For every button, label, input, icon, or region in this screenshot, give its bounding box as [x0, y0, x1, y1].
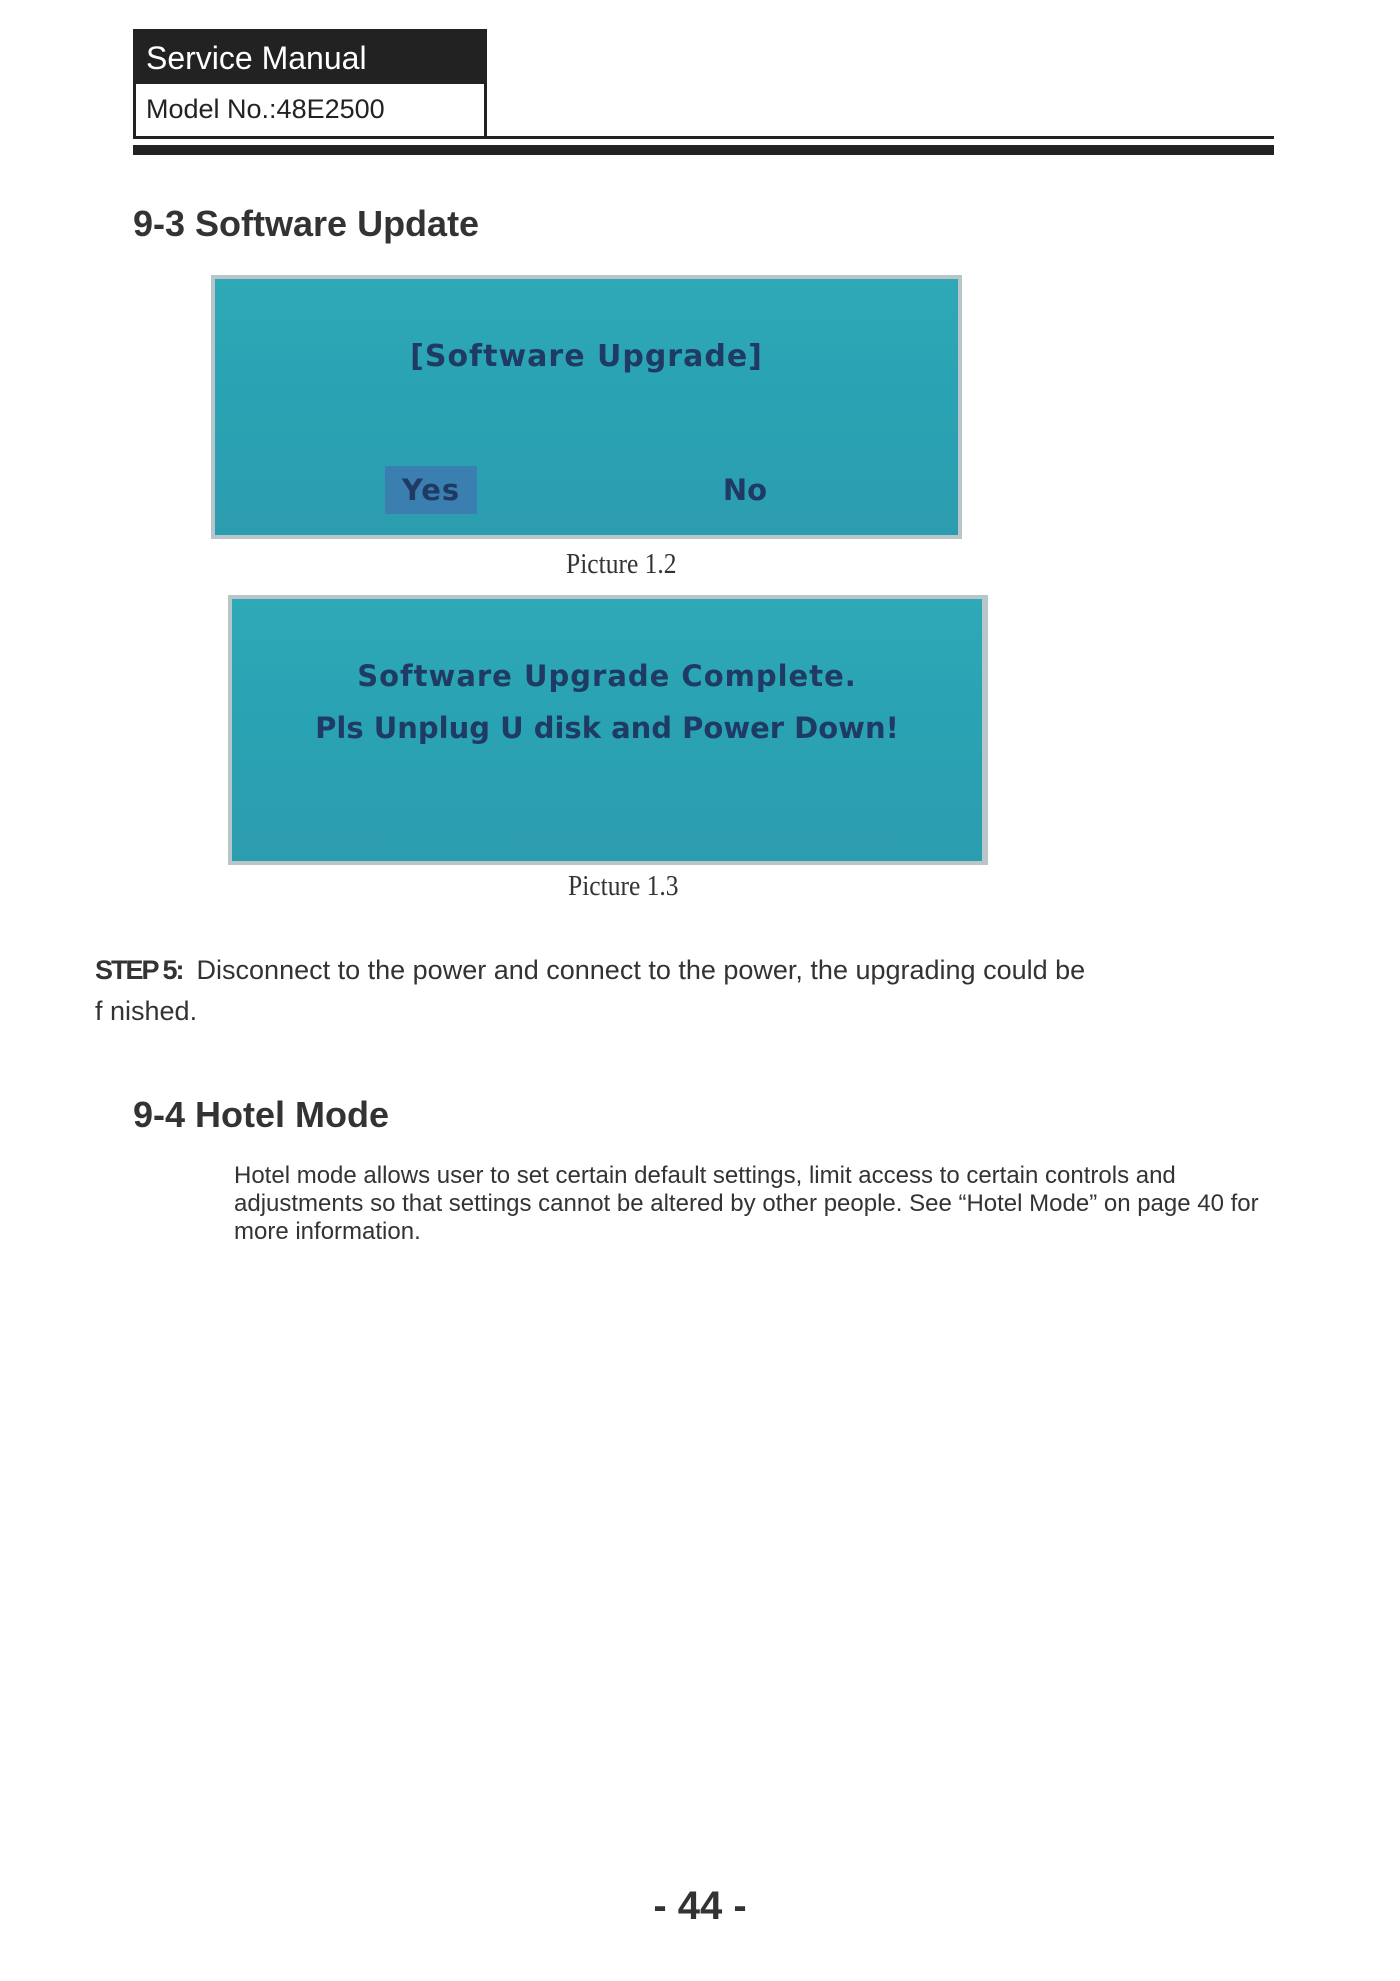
- header-box: [133, 29, 487, 139]
- upgrade-yes-option: Yes: [385, 466, 477, 514]
- header-divider-thick: [133, 145, 1274, 155]
- step-5-text: Disconnect to the power and connect to the power, the upgrading could be f nished.: [95, 955, 1086, 1026]
- section-heading-software-update: 9-3 Software Update: [133, 203, 480, 244]
- model-number: Model No.:48E2500: [146, 94, 385, 124]
- manual-title: Service Manual: [136, 32, 484, 84]
- step-5-label: STEP 5:: [95, 955, 183, 985]
- upgrade-screen-title: [Software Upgrade]: [410, 339, 763, 374]
- hotel-mode-description: Hotel mode allows user to set certain default settings, limit access to certain controls and adjustments so that settings cannot be altered by other people. See “Hotel Mode” on page 40 for more information.: [234, 1162, 1259, 1245]
- upgrade-no-option: No: [722, 473, 768, 507]
- upgrade-complete-message: Software Upgrade Complete.: [357, 659, 857, 693]
- step-5-paragraph: [95, 950, 1095, 1032]
- page-number: - 44 -: [653, 1884, 747, 1928]
- software-upgrade-screen: [211, 275, 962, 539]
- unplug-instruction-message: Pls Unplug U disk and Power Down!: [315, 711, 899, 745]
- upgrade-complete-screen: [228, 595, 988, 865]
- caption-picture-1-3: Picture 1.3: [568, 870, 679, 902]
- header-divider-thin: [487, 136, 1274, 139]
- section-heading-hotel-mode: 9-4 Hotel Mode: [133, 1094, 390, 1135]
- caption-picture-1-2: Picture 1.2: [566, 548, 677, 580]
